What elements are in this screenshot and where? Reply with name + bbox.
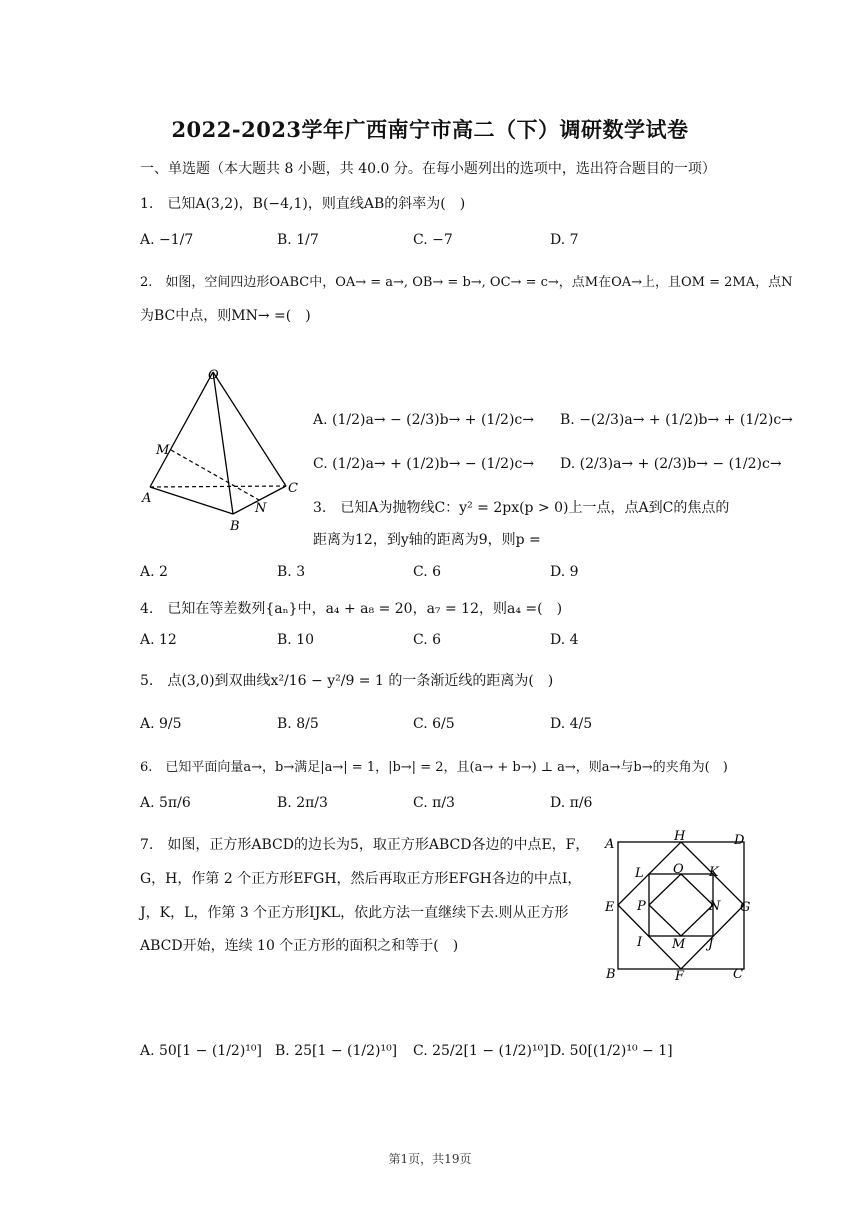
q5-option-b: B. 8/5: [277, 716, 319, 732]
label-b: B: [606, 967, 616, 982]
question-7-stem-line2: G，H，作第 2 个正方形EFGH，然后再取正方形EFGH各边的中点I，: [140, 871, 582, 887]
question-7-stem-line3: J，K，L，作第 3 个正方形IJKL，依此方法一直继续下去.则从正方形: [140, 905, 569, 921]
question-3-stem-line1: 3. 已知A为抛物线C：y² = 2px(p > 0)上一点，点A到C的焦点的: [313, 500, 730, 516]
q7-option-c: C. 25/2[1 − (1/2)¹⁰]: [413, 1043, 549, 1059]
q2-option-c: C. (1/2)a→ + (1/2)b→ − (1/2)c→: [313, 456, 535, 472]
question-3-stem-line2: 距离为12，到y轴的距离为9，则p =: [313, 532, 541, 548]
label-o: O: [673, 862, 684, 877]
label-k: K: [709, 865, 719, 880]
label-m: M: [156, 443, 170, 458]
question-2-stem-line1: 2. 如图，空间四边形OABC中，OA→ = a→, OB→ = b→, OC→ = c→，点M在OA→上，且OM = 2MA，点N: [140, 275, 793, 290]
q6-option-d: D. π/6: [550, 795, 593, 811]
q3-option-d: D. 9: [550, 564, 579, 580]
label-f: F: [675, 969, 685, 984]
q2-option-b: B. −(2/3)a→ + (1/2)b→ + (1/2)c→: [560, 412, 793, 428]
label-c: C: [733, 967, 743, 982]
tetrahedron-figure: [138, 362, 308, 537]
q1-option-b: B. 1/7: [277, 232, 319, 248]
q4-option-b: B. 10: [277, 632, 315, 648]
q1-option-d: D. 7: [550, 232, 579, 248]
label-c: C: [288, 481, 298, 496]
q3-option-b: B. 3: [277, 564, 306, 580]
label-h: H: [674, 829, 686, 844]
q3-option-c: C. 6: [413, 564, 442, 580]
section-heading: 一、单选题（本大题共 8 小题，共 40.0 分。在每小题列出的选项中，选出符合题目的一项）: [140, 161, 716, 177]
label-o: O: [208, 368, 219, 383]
question-5-stem: 5. 点(3,0)到双曲线x²/16 − y²/9 = 1 的一条渐近线的距离为( ): [140, 673, 554, 689]
q3-option-a: A. 2: [140, 564, 168, 580]
q2-option-d: D. (2/3)a→ + (2/3)b→ − (1/2)c→: [560, 456, 782, 472]
question-1-stem: 1. 已知A(3,2)，B(−4,1)，则直线AB的斜率为( ): [140, 196, 466, 212]
question-7-stem-line1: 7. 如图，正方形ABCD的边长为5，取正方形ABCD各边的中点E，F，: [140, 837, 590, 853]
label-p: P: [637, 899, 646, 914]
label-g: G: [740, 900, 751, 915]
question-7-stem-line4: ABCD开始，连续 10 个正方形的面积之和等于( ): [140, 938, 459, 954]
label-n: N: [255, 501, 267, 516]
label-m: M: [672, 937, 686, 952]
q4-option-d: D. 4: [550, 632, 579, 648]
label-j: J: [708, 937, 714, 952]
q2-option-a: A. (1/2)a→ − (2/3)b→ + (1/2)c→: [313, 412, 534, 428]
nested-squares-figure: [600, 828, 760, 986]
label-l: L: [635, 866, 644, 881]
q7-option-b: B. 25[1 − (1/2)¹⁰]: [275, 1043, 398, 1059]
q1-option-c: C. −7: [413, 232, 453, 248]
q5-option-c: C. 6/5: [413, 716, 455, 732]
question-4-stem: 4. 已知在等差数列{aₙ}中，a₄ + a₈ = 20，a₇ = 12，则a₄ =( ): [140, 601, 563, 617]
label-n: N: [709, 899, 721, 914]
page-title: 2022-2023学年广西南宁市高二（下）调研数学试卷: [171, 117, 689, 142]
page-footer: 第1页，共19页: [388, 1152, 472, 1166]
q6-option-a: A. 5π/6: [140, 795, 191, 811]
label-a: A: [605, 837, 615, 852]
q5-option-a: A. 9/5: [140, 716, 182, 732]
q4-option-c: C. 6: [413, 632, 442, 648]
label-b: B: [230, 519, 240, 534]
label-a: A: [142, 491, 152, 506]
q7-option-a: A. 50[1 − (1/2)¹⁰]: [140, 1043, 262, 1059]
question-2-stem-line2: 为BC中点，则MN→ =( ): [140, 308, 311, 324]
label-d: D: [734, 833, 745, 848]
label-i: I: [637, 935, 643, 950]
question-6-stem: 6. 已知平面向量a→，b→满足|a→| = 1，|b→| = 2，且(a→ + b→) ⊥ a→，则a→与b→的夹角为( ): [140, 760, 728, 775]
q1-option-a: A. −1/7: [140, 232, 194, 248]
q6-option-b: B. 2π/3: [277, 795, 328, 811]
label-e: E: [605, 900, 615, 915]
q7-option-d: D. 50[(1/2)¹⁰ − 1]: [550, 1043, 673, 1059]
q4-option-a: A. 12: [140, 632, 177, 648]
q6-option-c: C. π/3: [413, 795, 455, 811]
q5-option-d: D. 4/5: [550, 716, 593, 732]
